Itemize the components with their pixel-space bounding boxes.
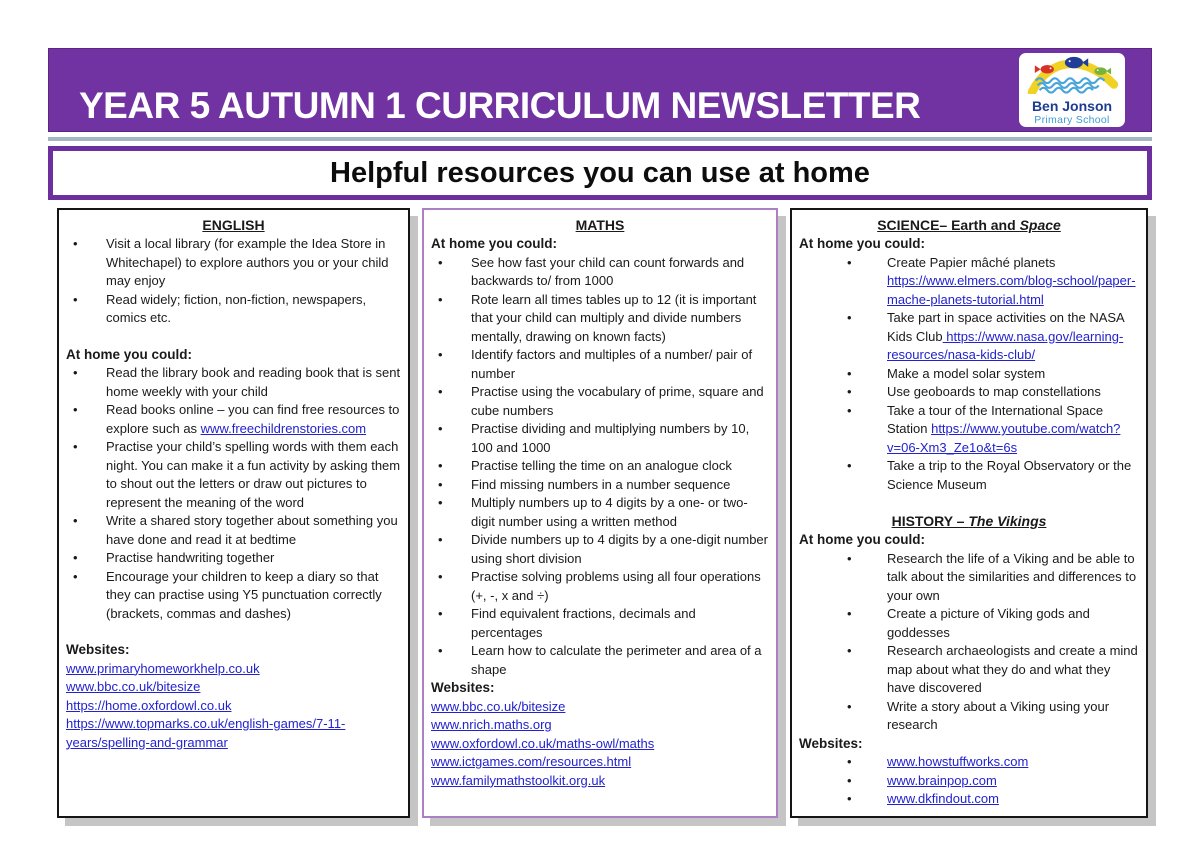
bullet-list [799, 753, 1139, 809]
section-label: At home you could: [66, 346, 192, 362]
list-item [799, 753, 1139, 772]
text-run: Use geoboards to map constellations [887, 384, 1101, 399]
section-title-text [892, 513, 1047, 529]
subtitle-text: Helpful resources you can use at home [330, 156, 870, 189]
text-run: Encourage your children to keep a diary so that they can practise using Y5 punctuation correctly (brackets, commas and dashes) [106, 568, 382, 621]
text-run: Visit a local library (for example the Idea Store in Whitechapel) to explore authors you or your child may enjoy [106, 236, 389, 288]
green-fish-icon [1094, 67, 1111, 75]
text-run: SCIENCE– Earth and [877, 217, 1020, 233]
spacer [66, 328, 401, 346]
text-run: MATHS [575, 217, 625, 233]
text-run: ENGLISH [202, 217, 265, 233]
list-item [799, 383, 1139, 402]
list-item [66, 512, 401, 549]
text-run: Create Papier mâché planets [887, 254, 1056, 270]
inline-link[interactable]: www.brainpop.com [887, 772, 997, 788]
text-run: Take a trip to the Royal Observatory or the Science Museum [887, 458, 1132, 492]
list-item [799, 309, 1139, 365]
section-title [799, 216, 1139, 235]
list-item [799, 365, 1139, 384]
list-item [799, 642, 1139, 698]
list-item [431, 346, 769, 383]
section-label: At home you could: [799, 532, 925, 547]
section-title-text [576, 217, 625, 233]
text-run: Research the life of a Viking and be able to talk about the similarities and differences to your own [887, 550, 1137, 603]
text-run: Multiply numbers up to 4 digits by a one- or two-digit number using a written method [471, 495, 748, 529]
list-item [431, 383, 769, 420]
list-item [799, 790, 1139, 809]
list-item [799, 550, 1139, 606]
website-links [66, 660, 401, 753]
website-link[interactable]: www.familymathstoolkit.org.uk [431, 772, 606, 788]
spacer [799, 494, 1139, 512]
section-title [431, 216, 769, 235]
text-run: Learn how to calculate the perimeter and area of a shape [471, 643, 762, 677]
science-column [790, 208, 1148, 818]
text-run: Practise handwriting together [106, 550, 275, 565]
text-run: Practise your child’s spelling words with them each night. You can make it a fun activity by asking them to shout out the letters or draw out pictures to represent the meaning of the word [106, 439, 401, 510]
bullet-list [799, 550, 1139, 735]
website-link[interactable]: https://www.topmarks.co.uk/english-games/7-11-years/spelling-and-grammar [66, 716, 346, 750]
text-run: Write a story about a Viking using your research [887, 698, 1110, 732]
list-item [431, 476, 769, 495]
list-item [66, 401, 401, 438]
list-item [799, 457, 1139, 494]
school-logo-name: Ben Jonson [1031, 98, 1113, 114]
text-run: Read widely; fiction, non-fiction, newspapers, comics etc. [106, 291, 367, 325]
section-label: At home you could: [431, 236, 557, 251]
text-run: Practise dividing and multiplying numbers by 10, 100 and 1000 [471, 421, 750, 455]
list-item [66, 438, 401, 512]
website-link[interactable]: www.bbc.co.uk/bitesize [66, 679, 201, 694]
text-run: Read books online – you can find free resources to explore such as [106, 402, 400, 436]
inline-link[interactable]: https://www.elmers.com/blog-school/paper-mache-planets-tutorial.html [887, 273, 1136, 307]
text-run: Space [1019, 217, 1061, 233]
website-links [431, 698, 769, 791]
text-run: The Vikings [968, 513, 1047, 529]
waves-icon [1036, 78, 1105, 92]
english-column [57, 208, 410, 818]
text-run: Read the library book and reading book that is sent home weekly with your child [106, 365, 401, 399]
text-run: See how fast your child can count forwards and backwards to/ from 1000 [471, 254, 745, 288]
section-label: Websites: [431, 680, 495, 695]
text-run: Practise solving problems using all four operations (+, -, x and ÷) [471, 569, 761, 603]
text-run: Practise telling the time on an analogue clock [471, 458, 732, 473]
text-run: Take a tour of the International Space Station [887, 402, 1104, 436]
list-item [799, 402, 1139, 458]
list-item [431, 291, 769, 347]
text-run: Create a picture of Viking gods and goddesses [887, 606, 1090, 640]
list-item [799, 254, 1139, 310]
text-run: Make a model solar system [887, 365, 1046, 381]
text-run: Divide numbers up to 4 digits by a one-digit number using short division [471, 532, 768, 566]
text-run: Find missing numbers in a number sequence [471, 476, 731, 492]
list-item [66, 568, 401, 624]
website-link[interactable]: https://home.oxfordowl.co.uk [66, 697, 232, 713]
text-run: Take part in space activities on the NASA Kids Club [887, 310, 1125, 344]
inline-link[interactable]: www.dkfindout.com [887, 791, 999, 806]
section-title-text [877, 217, 1061, 233]
text-run: Practise using the vocabulary of prime, square and cube numbers [471, 384, 764, 418]
website-link[interactable]: www.oxfordowl.co.uk/maths-owl/maths [431, 735, 655, 751]
inline-link[interactable]: https://www.nasa.gov/learning-resources/nasa-kids-club/ [887, 328, 1124, 362]
list-item [66, 549, 401, 568]
list-item [431, 457, 769, 476]
section-title [799, 512, 1139, 531]
bullet-list [431, 254, 769, 680]
text-run: Identify factors and multiples of a number/ pair of number [471, 347, 753, 381]
spacer [66, 623, 401, 641]
list-item [431, 605, 769, 642]
list-item [66, 364, 401, 401]
list-item [431, 568, 769, 605]
list-item [431, 494, 769, 531]
school-logo [1019, 53, 1125, 127]
text-run: HISTORY – [891, 513, 969, 529]
subtitle-banner [48, 146, 1152, 200]
list-item [431, 254, 769, 291]
website-link[interactable]: www.bbc.co.uk/bitesize [431, 698, 566, 714]
section-label: At home you could: [799, 236, 925, 251]
bullet-list [799, 254, 1139, 495]
section-title-text [202, 217, 264, 233]
maths-column [422, 208, 778, 818]
text-run: Find equivalent fractions, decimals and percentages [471, 606, 696, 640]
school-logo-subtitle: Primary School [1034, 114, 1110, 126]
inline-link[interactable]: www.freechildrenstories.com [200, 420, 367, 436]
list-item [799, 698, 1139, 735]
section-title [66, 216, 401, 235]
list-item [799, 772, 1139, 791]
list-item [66, 291, 401, 328]
school-logo-graphic [1024, 54, 1120, 94]
list-item [799, 605, 1139, 642]
website-link[interactable]: www.ictgames.com/resources.html [431, 754, 632, 769]
list-item [431, 531, 769, 568]
newsletter-banner [48, 48, 1152, 132]
list-item [431, 420, 769, 457]
bullet-list [66, 235, 401, 328]
red-fish-icon [1035, 65, 1054, 74]
list-item [66, 235, 401, 291]
page-title: YEAR 5 AUTUMN 1 CURRICULUM NEWSLETTER [79, 85, 921, 126]
text-run: Rote learn all times tables up to 12 (it is important that your child can multiply and divide numbers mentally, drawing on known facts) [471, 291, 757, 344]
website-link[interactable]: www.nrich.maths.org [431, 717, 552, 732]
section-label: Websites: [66, 642, 130, 657]
list-item [431, 642, 769, 679]
website-link[interactable]: www.primaryhomeworkhelp.co.uk [66, 660, 260, 676]
inline-link[interactable]: www.howstuffworks.com [887, 754, 1029, 769]
bullet-list [66, 364, 401, 623]
section-label: Websites: [799, 735, 863, 751]
text-run: Write a shared story together about something you have done and read it at bedtime [106, 513, 398, 547]
divider-line [48, 137, 1152, 141]
text-run: Research archaeologists and create a mind map about what they do and what they have discovered [887, 643, 1138, 695]
inline-link[interactable]: https://www.youtube.com/watch?v=06-Xm3_Ze1o&t=6s [887, 421, 1121, 455]
